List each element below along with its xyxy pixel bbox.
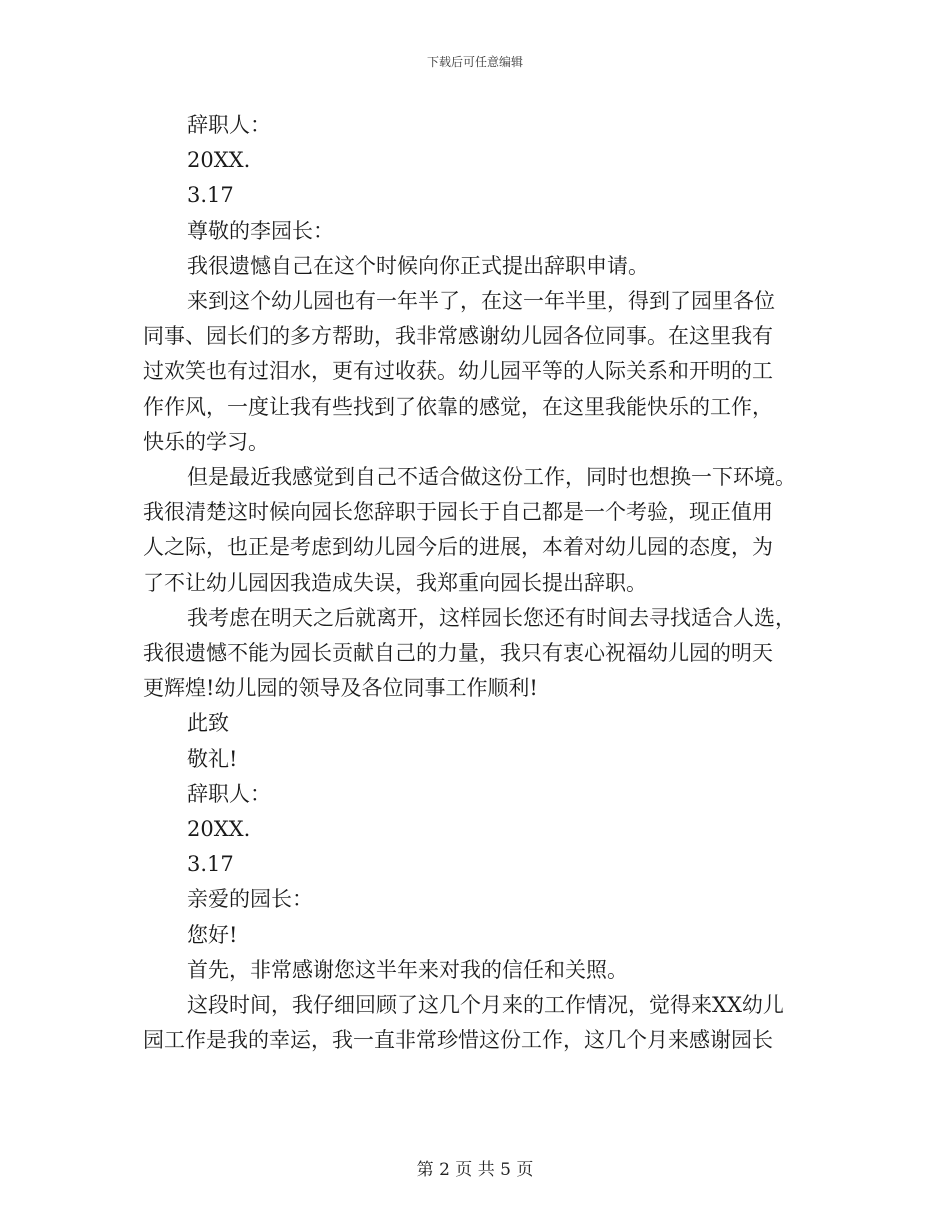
text-line: 了不让幼儿园因我造成失误，我郑重向园长提出辞职。: [143, 570, 647, 595]
text-line: 我考虑在明天之后就离开，这样园长您还有时间去寻找适合人选，: [187, 605, 796, 630]
text-line: 首先，非常感谢您这半年来对我的信任和关照。: [187, 957, 628, 982]
document-body: [143, 108, 808, 1058]
text-line: 3.17: [187, 852, 234, 877]
text-line: 我很清楚这时候向园长您辞职于园长于自己都是一个考验，现正值用: [143, 500, 773, 525]
text-line: 亲爱的园长：: [187, 887, 313, 912]
page-header: 下载后可任意编辑: [426, 55, 523, 69]
text-line: 但是最近我感觉到自己不适合做这份工作，同时也想换一下环境。: [187, 465, 796, 490]
text-line: 来到这个幼儿园也有一年半了，在这一年半里，得到了园里各位: [187, 289, 775, 314]
text-line: 我很遗憾不能为园长贡献自己的力量，我只有衷心祝福幼儿园的明天: [143, 641, 773, 666]
text-line: 您好!: [187, 922, 238, 947]
text-line: 20XX.: [187, 148, 251, 173]
text-line: 人之际，也正是考虑到幼儿园今后的进展，本着对幼儿园的态度，为: [143, 535, 773, 560]
text-line: 同事、园长们的多方帮助，我非常感谢幼儿园各位同事。在这里我有: [143, 324, 773, 349]
text-line: 3.17: [187, 183, 234, 208]
text-line: 快乐的学习。: [143, 429, 269, 454]
text-line: 作作风，一度让我有些找到了依靠的感觉，在这里我能快乐的工作，: [143, 394, 773, 419]
page-footer: 第 2 页 共 5 页: [416, 1160, 534, 1180]
text-line: 更辉煌!幼儿园的领导及各位同事工作顺利!: [143, 676, 538, 701]
text-line: 20XX.: [187, 817, 251, 842]
text-line: 园工作是我的幸运，我一直非常珍惜这份工作，这几个月来感谢园长: [143, 1028, 773, 1053]
text-line: 辞职人：: [187, 113, 271, 137]
text-line: 这段时间，我仔细回顾了这几个月来的工作情况，觉得来XX幼儿: [187, 993, 784, 1018]
text-line: 我很遗憾自己在这个时候向你正式提出辞职申请。: [187, 253, 649, 278]
text-line: 辞职人：: [187, 781, 271, 806]
text-line: 敬礼!: [187, 746, 238, 771]
text-line: 尊敬的李园长：: [187, 218, 334, 243]
text-line: 过欢笑也有过泪水，更有过收获。幼儿园平等的人际关系和开明的工: [143, 359, 773, 384]
text-line: 此致: [187, 711, 229, 736]
